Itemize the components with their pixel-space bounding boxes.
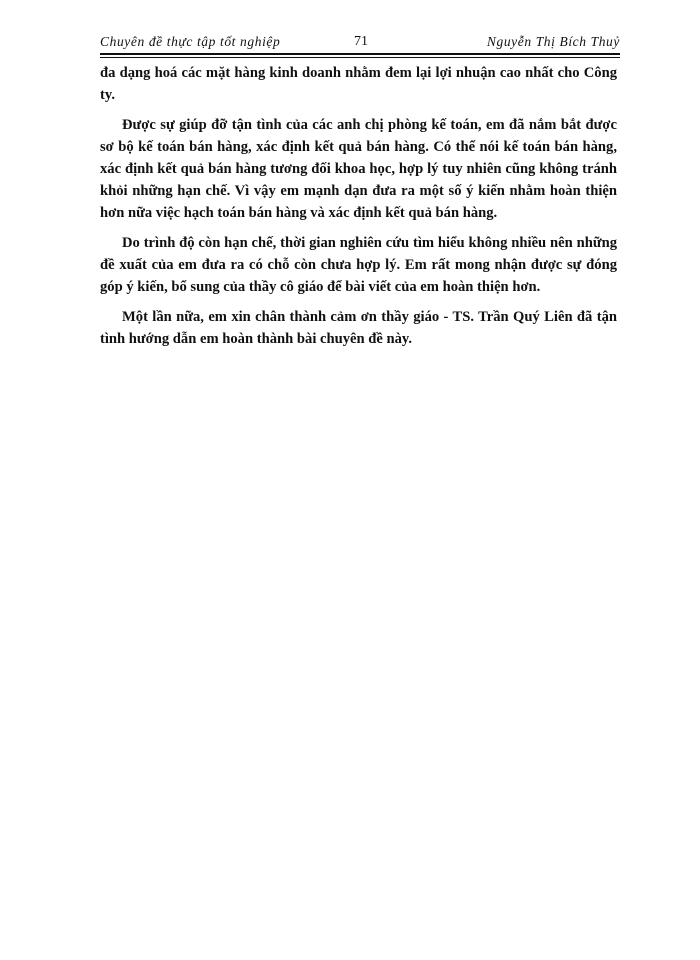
paragraph-acknowledgement-staff: Được sự giúp đỡ tận tình của các anh chị phòng kế toán, em đã nắm bắt được sơ bộ kế toán bán hàng, xác định kết quả bán hàng. Có thể nói kế toán bán hàng, xác định kết quả bán hàng tương đối khoa học, hợp lý tuy nhiên cũng không tránh khỏi những hạn chế. Vì vậy em mạnh dạn đưa ra một số ý kiến nhằm hoàn thiện hơn nữa việc hạch toán bán hàng và xác định kết quả bán hàng. — [100, 117, 617, 221]
page-number: 71 — [354, 34, 368, 49]
paragraph-continuation: đa dạng hoá các mặt hàng kinh doanh nhằm đem lại lợi nhuận cao nhất cho Công ty. — [100, 65, 617, 103]
paragraph-limitations: Do trình độ còn hạn chế, thời gian nghiên cứu tìm hiểu không nhiều nên những đề xuất của em đưa ra có chỗ còn chưa hợp lý. Em rất mong nhận được sự đóng góp ý kiến, bổ sung của thầy cô giáo để bài viết của em hoàn thiện hơn. — [100, 235, 617, 295]
header-rule-thin — [100, 57, 620, 58]
paragraph-thanks-supervisor: Một lần nữa, em xin chân thành cảm ơn thầy giáo - TS. Trần Quý Liên đã tận tình hướng dẫn em hoàn thành bài chuyên đề này. — [100, 309, 617, 347]
header-document-title: Chuyên đề thực tập tốt nghiệp — [100, 34, 281, 49]
body-text — [100, 62, 617, 358]
page-header — [100, 34, 620, 54]
header-rule-thick — [100, 53, 620, 55]
header-author-name: Nguyễn Thị Bích Thuỷ — [486, 34, 620, 49]
